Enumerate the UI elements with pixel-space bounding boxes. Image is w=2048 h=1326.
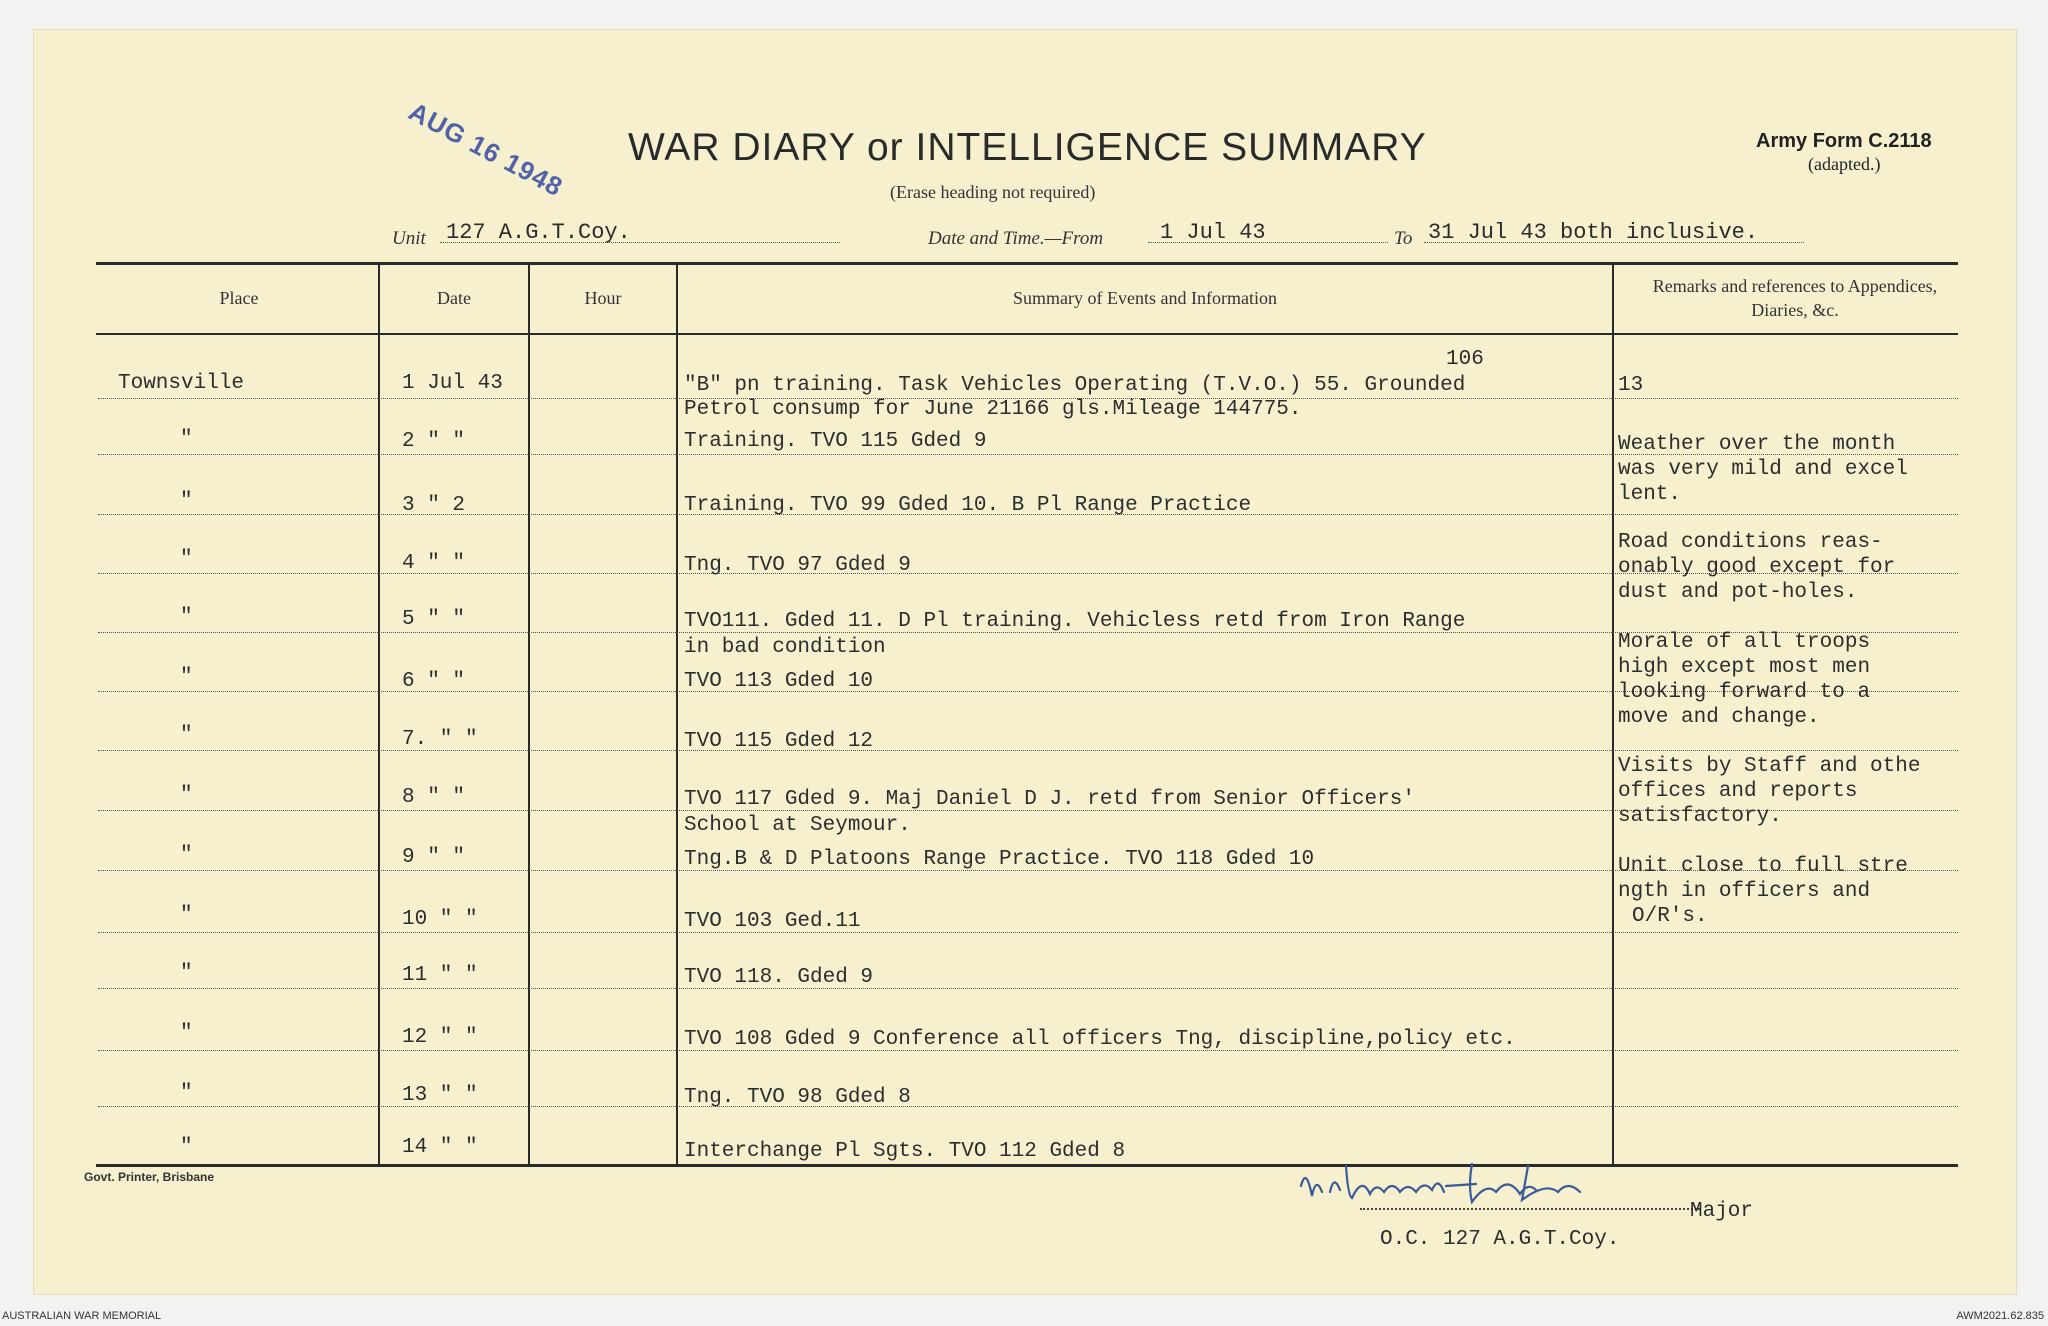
remark-line: dust and pot-holes. <box>1618 581 1858 604</box>
remark-line: Road conditions reas- <box>1618 531 1883 554</box>
page-subtitle: (Erase heading not required) <box>890 182 1096 202</box>
row-place: " <box>180 1082 193 1105</box>
remark-line: high except most men <box>1618 656 1871 679</box>
remark-line: Unit close to full stre <box>1618 855 1908 878</box>
row-superscript: 106 <box>1446 348 1484 371</box>
unit-label: Unit <box>392 228 426 249</box>
printer-imprint: Govt. Printer, Brisbane <box>84 1170 215 1184</box>
col-header-date: Date <box>437 288 471 308</box>
row-date: 8 " " <box>402 786 466 809</box>
table-header-rule <box>96 333 1958 335</box>
row-summary: Training. TVO 115 Gded 9 <box>684 430 987 453</box>
row-summary: Tng.B & D Platoons Range Practice. TVO 118 Gded 10 <box>684 848 1315 871</box>
remark-line: was very mild and excel <box>1618 458 1908 481</box>
signatory-title: O.C. 127 A.G.T.Coy. <box>1380 1228 1620 1251</box>
signature-line <box>1360 1208 1700 1210</box>
row-summary: Tng. TVO 98 Gded 8 <box>684 1086 911 1109</box>
row-date: 7. " " <box>402 728 478 751</box>
row-place: Townsville <box>118 372 245 395</box>
row-date: 12 " " <box>402 1026 478 1049</box>
row-date: 2 " " <box>402 430 466 453</box>
row-summary: TVO 118. Gded 9 <box>684 966 874 989</box>
row-rule <box>98 750 1958 751</box>
remark-line: Visits by Staff and othe <box>1618 755 1921 778</box>
row-place: " <box>180 962 193 985</box>
row-summary: Tng. TVO 97 Gded 9 <box>684 554 911 577</box>
row-summary: TVO 113 Gded 10 <box>684 670 874 693</box>
remark-line: onably good except for <box>1618 556 1896 579</box>
col-header-summary: Summary of Events and Information <box>1013 288 1277 308</box>
row-summary-cont: School at Seymour. <box>684 814 911 837</box>
col-header-hour: Hour <box>584 288 622 308</box>
remark-line: offices and reports <box>1618 780 1858 803</box>
row-place: " <box>180 784 193 807</box>
date-to-value: 31 Jul 43 both inclusive. <box>1428 220 1759 245</box>
row-date: 13 " " <box>402 1084 478 1107</box>
row-place: " <box>180 490 193 513</box>
row-summary: TVO 108 Gded 9 Conference all officers Tng, discipline,policy etc. <box>684 1028 1516 1051</box>
page-title: WAR DIARY or INTELLIGENCE SUMMARY <box>628 126 1427 169</box>
date-stamp: AUG 16 1948 <box>403 96 569 203</box>
row-summary: Training. TVO 99 Gded 10. B Pl Range Practice <box>684 494 1252 517</box>
row-place: " <box>180 428 193 451</box>
remark-line: satisfactory. <box>1618 805 1782 828</box>
remark-line: Morale of all troops <box>1618 631 1871 654</box>
row-date: 14 " " <box>402 1136 478 1159</box>
date-to-label: To <box>1394 228 1413 249</box>
remark-line: Weather over the month <box>1618 433 1896 456</box>
row-rule <box>98 1106 1958 1107</box>
row-place: " <box>180 548 193 571</box>
row-date: 9 " " <box>402 846 466 869</box>
row-remark: 13 <box>1618 374 1644 397</box>
row-place: " <box>180 1022 193 1045</box>
row-summary: TVO 117 Gded 9. Maj Daniel D J. retd from Senior Officers' <box>684 788 1415 811</box>
form-number: Army Form C.2118 <box>1756 130 1932 152</box>
row-date: 11 " " <box>402 964 478 987</box>
table-top-rule <box>96 262 1958 265</box>
date-from-label: Date and Time.—From <box>928 228 1104 249</box>
col-header-place: Place <box>219 288 259 308</box>
row-rule <box>98 988 1958 989</box>
row-place: " <box>180 606 193 629</box>
row-summary: "B" pn training. Task Vehicles Operating (T.V.O.) 55. Grounded <box>684 374 1466 397</box>
row-place: " <box>180 844 193 867</box>
row-place: " <box>180 666 193 689</box>
archive-credit: AUSTRALIAN WAR MEMORIAL <box>2 1310 162 1322</box>
archive-reference: AWM2021.62.835 <box>1956 1310 2044 1322</box>
row-summary-cont: in bad condition <box>684 636 886 659</box>
signatory-rank: Major <box>1690 1200 1754 1223</box>
remark-line: move and change. <box>1618 706 1820 729</box>
row-date: 5 " " <box>402 608 466 631</box>
row-summary: TVO111. Gded 11. D Pl training. Vehicless retd from Iron Range <box>684 610 1466 633</box>
remark-line: O/R's. <box>1632 905 1708 928</box>
row-date: 1 Jul 43 <box>402 372 503 395</box>
remark-line: lent. <box>1618 483 1682 506</box>
row-date: 10 " " <box>402 908 478 931</box>
row-date: 3 " 2 <box>402 494 466 517</box>
unit-value: 127 A.G.T.Coy. <box>446 220 631 245</box>
row-summary: TVO 115 Gded 12 <box>684 730 874 753</box>
col-header-remarks: Remarks and references to Appendices, Diaries, &c. <box>1652 276 1938 320</box>
remark-line: looking forward to a <box>1618 681 1871 704</box>
row-summary: Interchange Pl Sgts. TVO 112 Gded 8 <box>684 1140 1126 1163</box>
row-date: 4 " " <box>402 552 466 575</box>
remark-line: ngth in officers and <box>1618 880 1871 903</box>
row-rule <box>98 932 1958 933</box>
handwritten-signature <box>1296 1156 1696 1216</box>
row-summary: TVO 103 Ged.11 <box>684 910 861 933</box>
row-place: " <box>180 904 193 927</box>
row-summary-cont: Petrol consump for June 21166 gls.Mileage 144775. <box>684 398 1302 421</box>
row-place: " <box>180 724 193 747</box>
date-from-value: 1 Jul 43 <box>1160 220 1266 245</box>
row-place: " <box>180 1136 193 1159</box>
row-date: 6 " " <box>402 670 466 693</box>
form-adapted: (adapted.) <box>1808 154 1881 174</box>
